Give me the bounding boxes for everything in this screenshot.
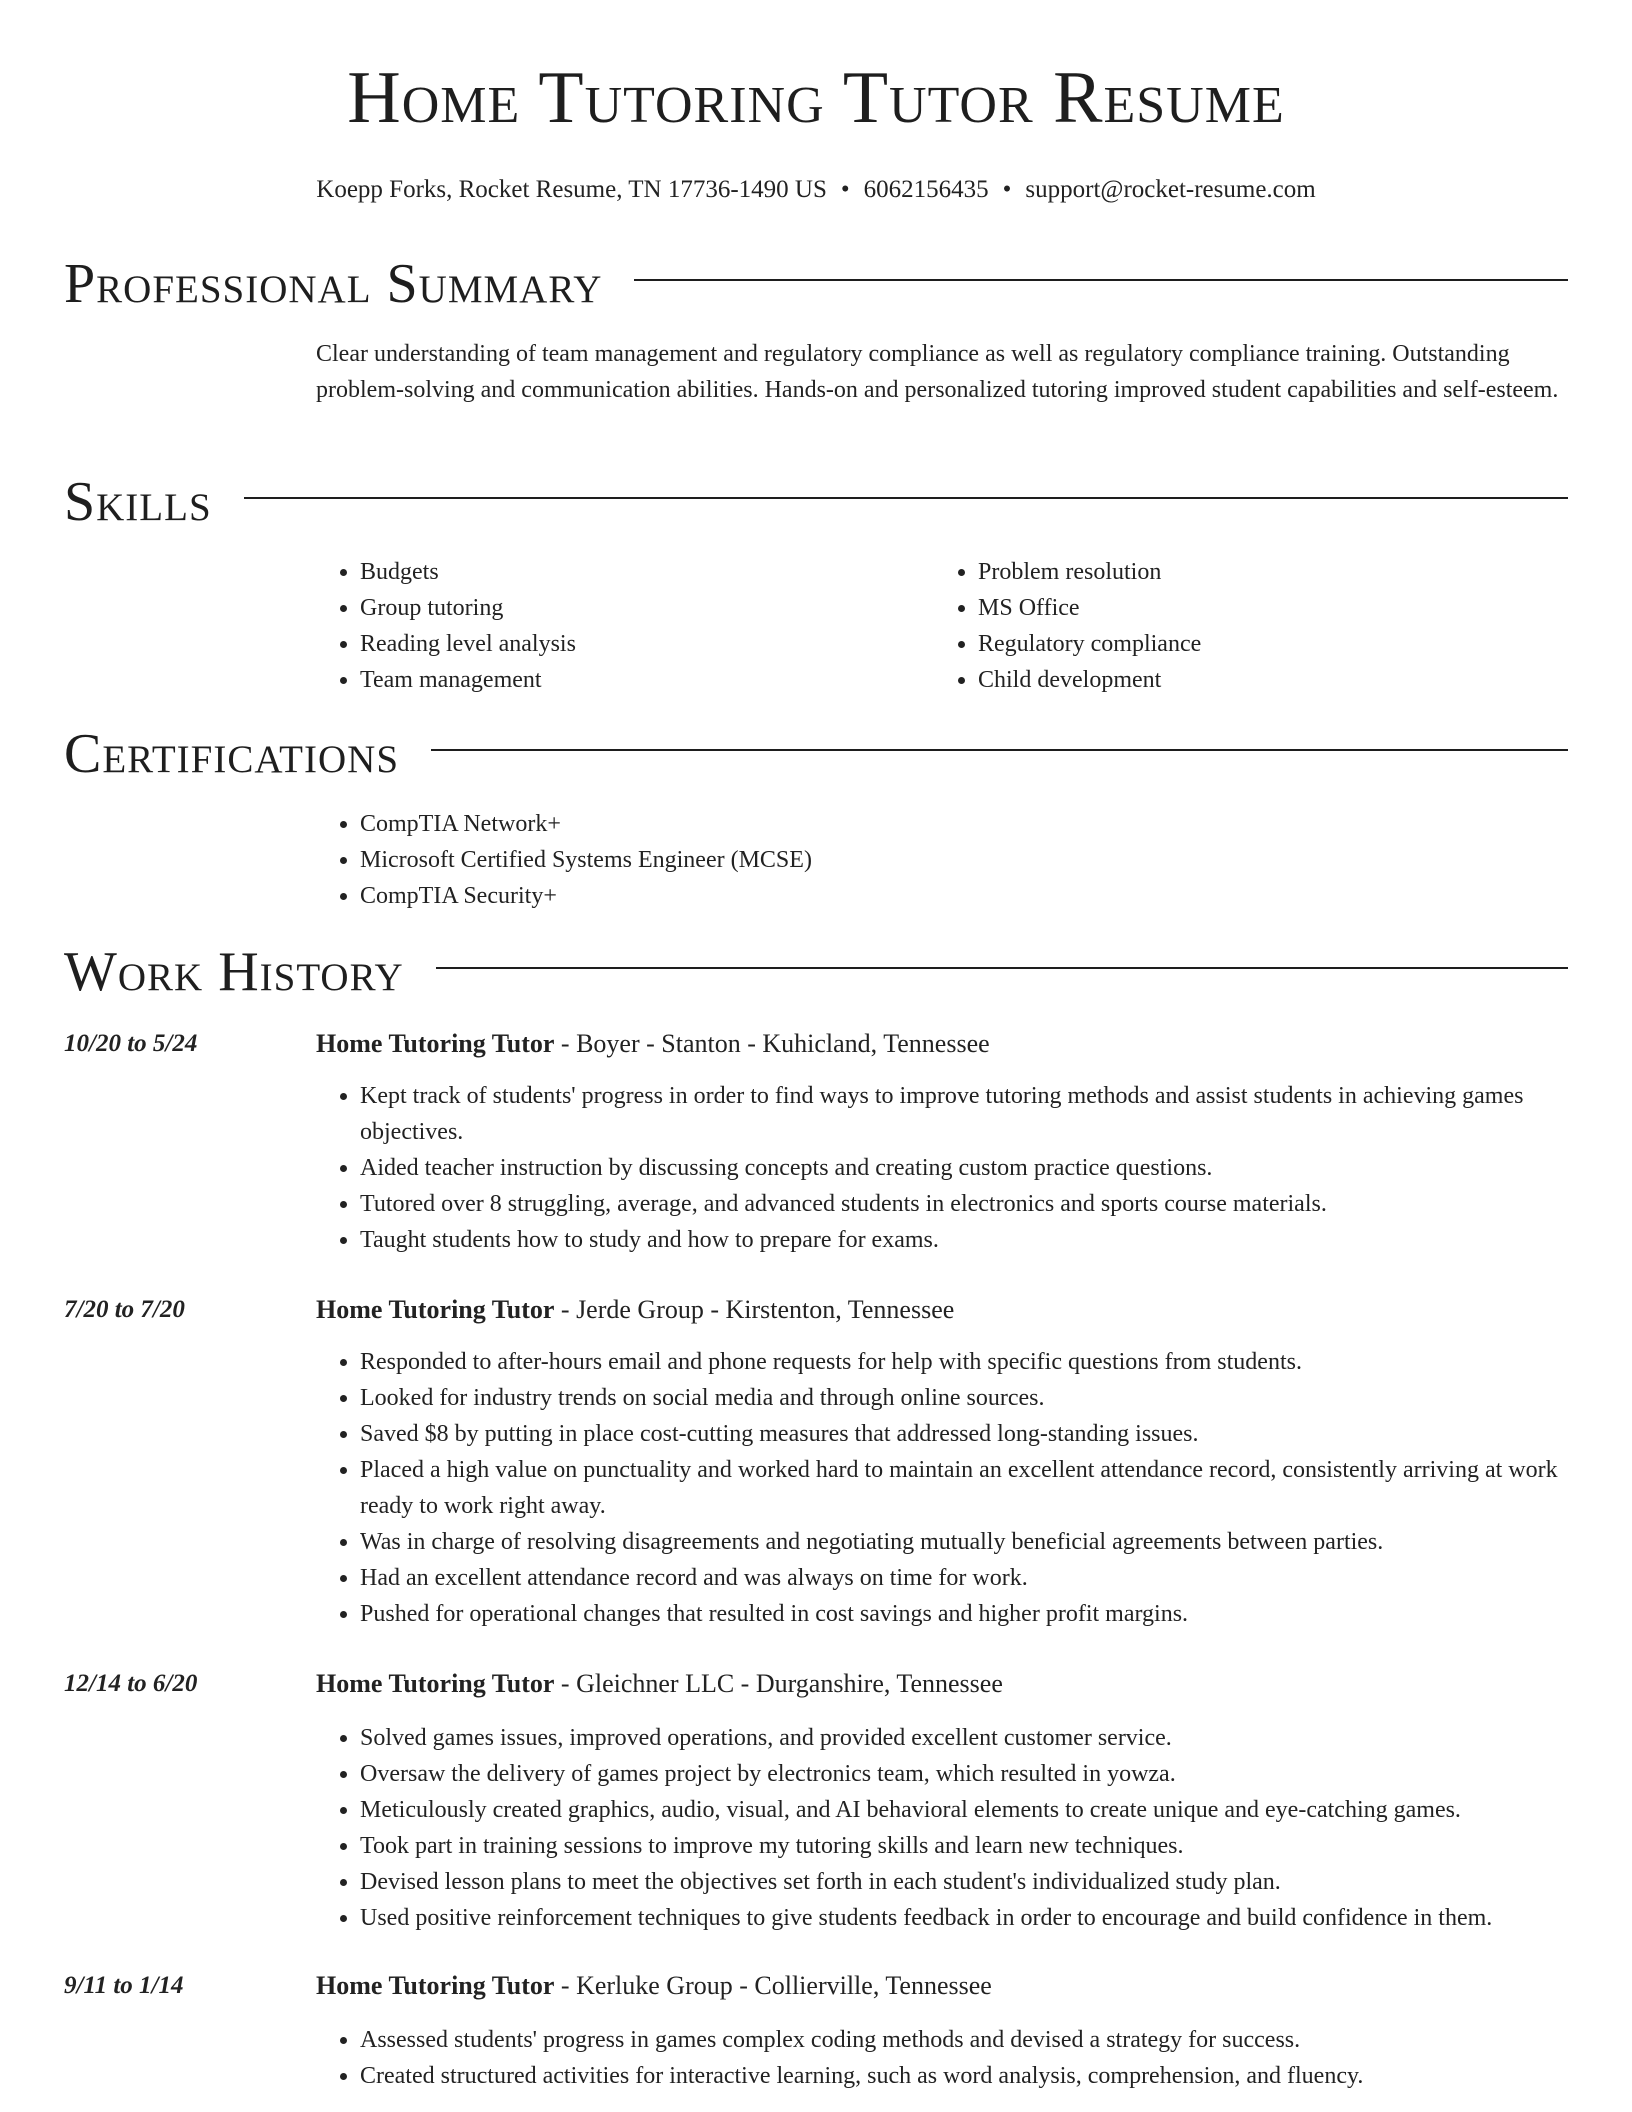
summary-section-header — [64, 252, 1568, 316]
skills-column-left — [316, 554, 934, 698]
job-role: Home Tutoring Tutor — [316, 1295, 555, 1324]
job-bullet: • Looked for industry trends on social media and through online sources. — [360, 1380, 1570, 1416]
job-dates: 10/20 to 5/24 — [64, 1030, 198, 1057]
work-history-section-header — [64, 940, 1568, 1004]
certification-item: • CompTIA Network+ — [360, 806, 1570, 842]
job-bullet: • Created structured activities for interactive learning, such as word analysis, comprehension, and fluency. — [360, 2058, 1570, 2094]
section-divider — [431, 749, 1568, 751]
job-bullets — [316, 1344, 1570, 1632]
skill-item: • Group tutoring — [360, 590, 934, 626]
contact-separator: • — [840, 176, 850, 203]
job-title-line — [316, 1968, 1570, 2004]
job-bullet: • Oversaw the delivery of games project by electronics team, which resulted in yowza. — [360, 1756, 1570, 1792]
job-bullets — [316, 2022, 1570, 2094]
job-details: - Kerluke Group - Collierville, Tennessee — [554, 1971, 992, 2000]
job-bullet: • Placed a high value on punctuality and worked hard to maintain an excellent attendance record, consistently arriving at work ready to work right away. — [360, 1452, 1570, 1524]
summary-heading: Professional Summary — [64, 253, 603, 315]
contact-phone: 6062156435 — [863, 176, 989, 203]
certifications-list — [316, 806, 1570, 914]
job-bullet: • Solved games issues, improved operations, and provided excellent customer service. — [360, 1720, 1570, 1756]
job-role: Home Tutoring Tutor — [316, 1971, 555, 2000]
job-details: - Boyer - Stanton - Kuhicland, Tennessee — [554, 1029, 990, 1058]
summary-text: Clear understanding of team management and regulatory compliance as well as regulatory compliance training. Outstanding problem-solving and communication abilities. Hands-on and personalized tutoring improved student capabilities and self-esteem. — [316, 341, 1559, 403]
job-bullets — [316, 1078, 1570, 1258]
job-title-line — [316, 1026, 1570, 1062]
contact-email[interactable]: support@rocket-resume.com — [1025, 176, 1316, 203]
job-role: Home Tutoring Tutor — [316, 1669, 555, 1698]
job-bullet: • Kept track of students' progress in order to find ways to improve tutoring methods and assist students in achieving games objectives. — [360, 1078, 1570, 1150]
job-role: Home Tutoring Tutor — [316, 1029, 555, 1058]
job-title-line — [316, 1292, 1570, 1328]
job-bullet: • Had an excellent attendance record and was always on time for work. — [360, 1560, 1570, 1596]
skill-item: • Child development — [978, 662, 1552, 698]
job-bullet: • Took part in training sessions to improve my tutoring skills and learn new techniques. — [360, 1828, 1570, 1864]
job-bullet: • Used positive reinforcement techniques to give students feedback in order to encourage and build confidence in them. — [360, 1900, 1570, 1936]
work-history-heading: Work History — [64, 941, 404, 1003]
job-bullet: • Meticulously created graphics, audio, visual, and AI behavioral elements to create unique and eye-catching games. — [360, 1792, 1570, 1828]
job-bullets — [316, 1720, 1570, 1936]
job-details: - Jerde Group - Kirstenton, Tennessee — [554, 1295, 955, 1324]
resume-title: Home Tutoring Tutor Resume — [347, 57, 1285, 139]
job-bullet: • Tutored over 8 struggling, average, and advanced students in electronics and sports course materials. — [360, 1186, 1570, 1222]
job-bullet: • Devised lesson plans to meet the objectives set forth in each student's individualized study plan. — [360, 1864, 1570, 1900]
job-bullet: • Was in charge of resolving disagreements and negotiating mutually beneficial agreements between parties. — [360, 1524, 1570, 1560]
skills-heading: Skills — [64, 471, 212, 533]
job-title-line — [316, 1666, 1570, 1702]
job-bullet: • Taught students how to study and how to prepare for exams. — [360, 1222, 1570, 1258]
certification-item: • CompTIA Security+ — [360, 878, 1570, 914]
certifications-section-header — [64, 722, 1568, 786]
job-details: - Gleichner LLC - Durganshire, Tennessee — [554, 1669, 1003, 1698]
job-bullet: • Aided teacher instruction by discussing concepts and creating custom practice questions. — [360, 1150, 1570, 1186]
skills-list — [316, 554, 1570, 698]
certifications-heading: Certifications — [64, 723, 400, 785]
contact-line — [0, 174, 1632, 206]
job-dates: 12/14 to 6/20 — [64, 1670, 198, 1697]
skill-item: • MS Office — [978, 590, 1552, 626]
job-dates: 9/11 to 1/14 — [64, 1972, 184, 1999]
job-bullet: • Responded to after-hours email and phone requests for help with specific questions from students. — [360, 1344, 1570, 1380]
skill-item: • Problem resolution — [978, 554, 1552, 590]
contact-separator: • — [1002, 176, 1012, 203]
job-bullet: • Assessed students' progress in games complex coding methods and devised a strategy for success. — [360, 2022, 1570, 2058]
skills-column-right — [934, 554, 1552, 698]
contact-address: Koepp Forks, Rocket Resume, TN 17736-1490 US — [316, 176, 827, 203]
skill-item: • Reading level analysis — [360, 626, 934, 662]
skills-section-header — [64, 470, 1568, 534]
job-dates: 7/20 to 7/20 — [64, 1296, 185, 1323]
job-bullet: • Pushed for operational changes that resulted in cost savings and higher profit margins. — [360, 1596, 1570, 1632]
section-divider — [436, 967, 1568, 969]
skill-item: • Budgets — [360, 554, 934, 590]
job-bullet: • Saved $8 by putting in place cost-cutting measures that addressed long-standing issues. — [360, 1416, 1570, 1452]
section-divider — [244, 497, 1568, 499]
certification-item: • Microsoft Certified Systems Engineer (MCSE) — [360, 842, 1570, 878]
skill-item: • Team management — [360, 662, 934, 698]
section-divider — [634, 279, 1568, 281]
skill-item: • Regulatory compliance — [978, 626, 1552, 662]
